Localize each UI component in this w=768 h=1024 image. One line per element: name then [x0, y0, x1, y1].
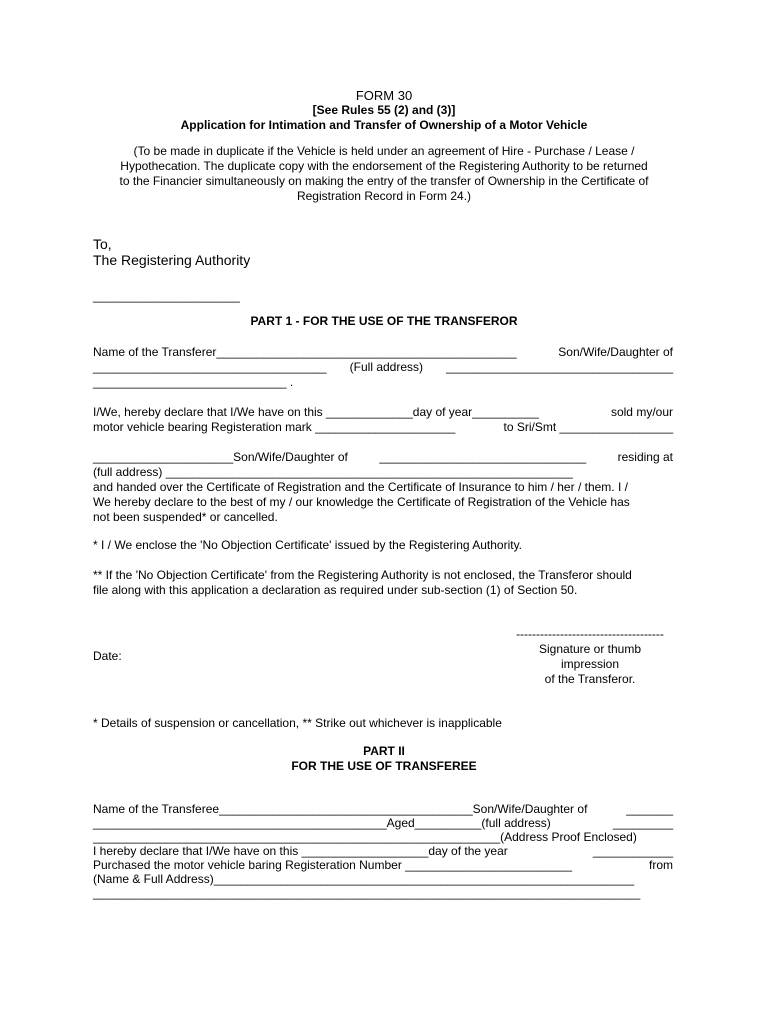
transferee-relation-blank: _______ [626, 802, 673, 816]
form-title: FORM 30 [355, 88, 413, 103]
note-line-3: to the Financier simultaneously on making the entry of the transfer of Ownership in the Certificate of [119, 174, 649, 188]
handover-line-3: not been suspended* or cancelled. [93, 510, 278, 524]
note-line-1: (To be made in duplicate if the Vehicle is held under an agreement of Hire - Purchase / Lease / [133, 144, 635, 158]
part2-heading: PART II [363, 744, 405, 758]
noc-not-enclosed-line-2: file along with this application a declaration as required under sub-section (1) of Section 50. [93, 583, 578, 597]
transferor-signature-block [500, 627, 680, 687]
seller-name-address-row: (Name & Full Address)_______________________________________________________________ [93, 872, 635, 886]
signature-line-2: impression [560, 657, 620, 671]
form-subtitle: Application for Intimation and Transfer of Ownership of a Motor Vehicle [180, 118, 588, 132]
relation-name-blank: _______________________________ [379, 450, 587, 464]
footnote: * Details of suspension or cancellation, ** Strike out whichever is inapplicable [93, 716, 502, 730]
signature-line-3: of the Transferor. [544, 672, 636, 686]
transferer-address-blank-3: _____________________________ . [93, 375, 294, 389]
full-address-row: (full address) _____________________________________________________________ [93, 465, 573, 479]
transferee-year-blank: ____________ [592, 844, 673, 858]
transferee-sri-smt-field: to Sri/Smt _________________ [503, 420, 673, 434]
address-blank: ______________________ [93, 289, 240, 303]
handover-line-2: We hereby declare to the best of my / our knowledge the Certificate of Registration of the Vehicle has [93, 495, 630, 509]
transferee-name-row [93, 802, 673, 817]
registration-mark-field: motor vehicle bearing Registeration mark _____________________ [93, 420, 456, 434]
transferee-address-blank: _________ [612, 816, 673, 830]
signature-dashes: ------------------------------------- [516, 627, 664, 641]
noc-not-enclosed-line-1: ** If the 'No Objection Certificate' from the Registering Authority is not enclosed, the Transferor should [93, 568, 632, 582]
relation-blank: _____________________Son/Wife/Daughter of [93, 450, 348, 464]
note-line-2: Hypothecation. The duplicate copy with the endorsement of the Registering Authority to be returned [120, 159, 648, 173]
transferer-address-blank-1: ___________________________________ [93, 360, 327, 374]
part1-heading: PART 1 - FOR THE USE OF THE TRANSFEROR [250, 314, 518, 328]
seller-address-blank-row: __________________________________________________________________________________ [93, 886, 641, 900]
transferer-name-row [93, 345, 673, 360]
transferer-address-blank-2: __________________________________ [446, 360, 673, 374]
handover-line-1: and handed over the Certificate of Registration and the Certificate of Insurance to him / her / them. I / [93, 480, 628, 494]
note-line-4: Registration Record in Form 24.) [296, 189, 472, 203]
transferee-declare-row [93, 844, 673, 859]
address-to: To, [93, 236, 112, 252]
transferee-name-field: Name of the Transferee______________________________________Son/Wife/Daughter of [93, 802, 588, 816]
part2-subheading: FOR THE USE OF TRANSFEREE [291, 759, 477, 773]
residing-at-label: residing at [617, 450, 673, 464]
purchase-registration-field: Purchased the motor vehicle baring Registeration Number _________________________ [93, 858, 573, 872]
noc-enclose-note: * I / We enclose the 'No Objection Certificate' issued by the Registering Authority. [93, 538, 523, 552]
transferer-address-label: (Full address) [349, 360, 424, 374]
address-proof-row: _____________________________________________________________(Address Proof Enclosed) [93, 830, 637, 844]
relation-row [93, 450, 673, 465]
signature-line-1: Signature or thumb [538, 642, 642, 656]
declare-row-1-end: sold my/our [610, 405, 673, 419]
address-authority: The Registering Authority [93, 252, 251, 268]
purchase-row [93, 858, 673, 873]
form-rules: [See Rules 55 (2) and (3)] [312, 103, 456, 117]
transferer-address-row [93, 360, 673, 375]
declare-row-1 [93, 405, 673, 420]
transferer-name-field: Name of the Transferer_____________________________________________ [93, 345, 517, 359]
transferee-age-row [93, 816, 673, 831]
declare-row-1-text: I/We, hereby declare that I/We have on this _____________day of year__________ [93, 405, 539, 419]
declare-row-2 [93, 420, 673, 435]
date-label: Date: [93, 649, 122, 663]
transferer-relation-label: Son/Wife/Daughter of [558, 345, 673, 359]
transferee-age-field: ____________________________________________Aged__________(full address) [93, 816, 551, 830]
transferee-declare-text: I hereby declare that I/We have on this ___________________day of the year [93, 844, 508, 858]
purchase-from-label: from [649, 858, 673, 872]
